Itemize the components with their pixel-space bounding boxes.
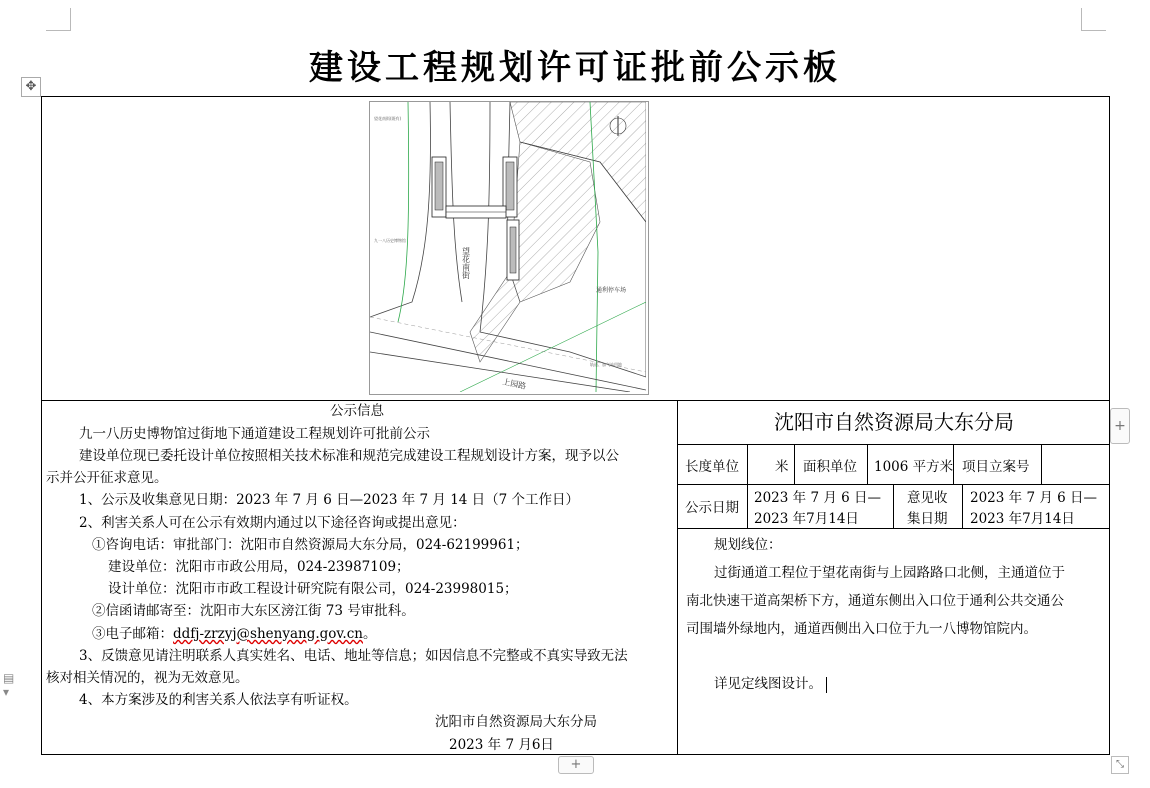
- cell-divider: [747, 444, 748, 528]
- collect-date-end: 2023 年7月14日: [970, 511, 1075, 527]
- add-column-button[interactable]: +: [1110, 408, 1130, 444]
- add-row-button[interactable]: +: [558, 756, 594, 774]
- email-suffix: 。: [362, 626, 377, 642]
- signature-org: 沈阳市自然资源局大东分局: [435, 714, 597, 730]
- office-name: 沈阳市自然资源局大东分局: [774, 410, 1014, 434]
- row-divider: [677, 444, 1110, 445]
- collect-date-start: 2023 年 7 月 6 日—: [970, 490, 1097, 506]
- pub-date-start: 2023 年 7 月 6 日—: [754, 490, 881, 506]
- document-options-icon[interactable]: ▤ ▾: [3, 671, 15, 699]
- drawing-note-top: 望花南街(既有): [374, 116, 402, 121]
- drawing-note-bottom: 轨道、加气站用地: [590, 362, 622, 367]
- route-footer: [714, 673, 827, 695]
- notice-line: 3、反馈意见请注明联系人真实姓名、电话、地址等信息；如因信息不完整或不真实导致无法: [79, 648, 628, 664]
- page-title: 建设工程规划许可证批前公示板: [309, 48, 841, 88]
- notice-line-title: 九一八历史博物馆过街地下通道建设工程规划许可批前公示: [79, 426, 430, 442]
- table-resize-icon[interactable]: ⤡: [1111, 756, 1129, 774]
- cell-divider: [1041, 444, 1042, 484]
- row-divider: [677, 528, 1110, 529]
- area-value: 1006 平方米: [874, 459, 954, 475]
- collect-date-label-2: 集日期: [907, 511, 948, 527]
- email-label: ③电子邮箱：: [92, 626, 173, 642]
- notice-heading: 公示信息: [330, 403, 384, 419]
- case-no-label: 项目立案号: [962, 459, 1030, 475]
- drawing-note-left: 九一八历史博物馆: [374, 238, 406, 243]
- notice-line: 设计单位：沈阳市市政工程设计研究院有限公司，024-23998015；: [108, 581, 518, 597]
- pub-date-label: 公示日期: [685, 500, 739, 516]
- notice-line: 2、利害关系人可在公示有效期内通过以下途径咨询或提出意见：: [79, 515, 466, 531]
- notice-line: 1、公示及收集意见日期：2023 年 7 月 6 日—2023 年 7 月 14 日（7 个工作日）: [79, 492, 580, 508]
- collect-date-label: 意见收: [907, 490, 948, 506]
- email-link[interactable]: ddfj-zrzyj@shenyang.gov.cn: [173, 626, 363, 642]
- cell-divider: [893, 484, 894, 528]
- route-heading: 规划线位：: [714, 537, 782, 553]
- notice-line: 建设单位现已委托设计单位按照相关技术标准和规范完成建设工程规划设计方案，现予以公: [79, 448, 619, 464]
- site-plan-svg: [370, 102, 646, 392]
- area-unit-label: 面积单位: [803, 459, 857, 475]
- route-footer-text: 详见定线图设计。: [714, 676, 822, 692]
- route-line: 过街通道工程位于望花南街与上园路路口北侧，主通道位于: [714, 565, 1065, 581]
- route-line: 司围墙外绿地内，通道西侧出入口位于九一八博物馆院内。: [686, 621, 1037, 637]
- notice-line: 示并公开征求意见。: [46, 470, 168, 486]
- table-move-icon[interactable]: ✥: [21, 77, 41, 97]
- notice-line-email: [92, 623, 376, 645]
- notice-line: 核对相关情况的，视为无效意见。: [46, 670, 249, 686]
- cell-divider: [867, 444, 868, 484]
- length-unit-label: 长度单位: [685, 459, 739, 475]
- road-label-lower: 上园路: [501, 377, 527, 391]
- notice-line: 4、本方案涉及的利害关系人依法享有听证权。: [79, 692, 358, 708]
- corner-mark-top-left: [46, 8, 71, 31]
- road-label-main: 望花南街: [461, 247, 471, 279]
- notice-line: ②信函请邮寄至：沈阳市大东区滂江街 73 号审批科。: [92, 603, 415, 619]
- cell-divider: [794, 444, 795, 484]
- area-label: 通利停车场: [596, 287, 627, 294]
- notice-line: ①咨询电话：审批部门：沈阳市自然资源局大东分局，024-62199961；: [92, 537, 529, 553]
- corner-mark-top-right: [1081, 8, 1106, 31]
- notice-line: 建设单位：沈阳市市政公用局，024-23987109；: [108, 559, 410, 575]
- route-line: 南北快速干道高架桥下方，通道东侧出入口位于通利公共交通公: [686, 593, 1064, 609]
- text-cursor: [826, 677, 827, 693]
- column-divider: [677, 400, 678, 755]
- signature-date: 2023 年 7 月6日: [449, 737, 554, 753]
- cell-divider: [962, 484, 963, 528]
- pub-date-end: 2023 年7月14日: [754, 511, 859, 527]
- site-plan-drawing: [369, 101, 649, 395]
- length-unit-value: 米: [775, 459, 789, 475]
